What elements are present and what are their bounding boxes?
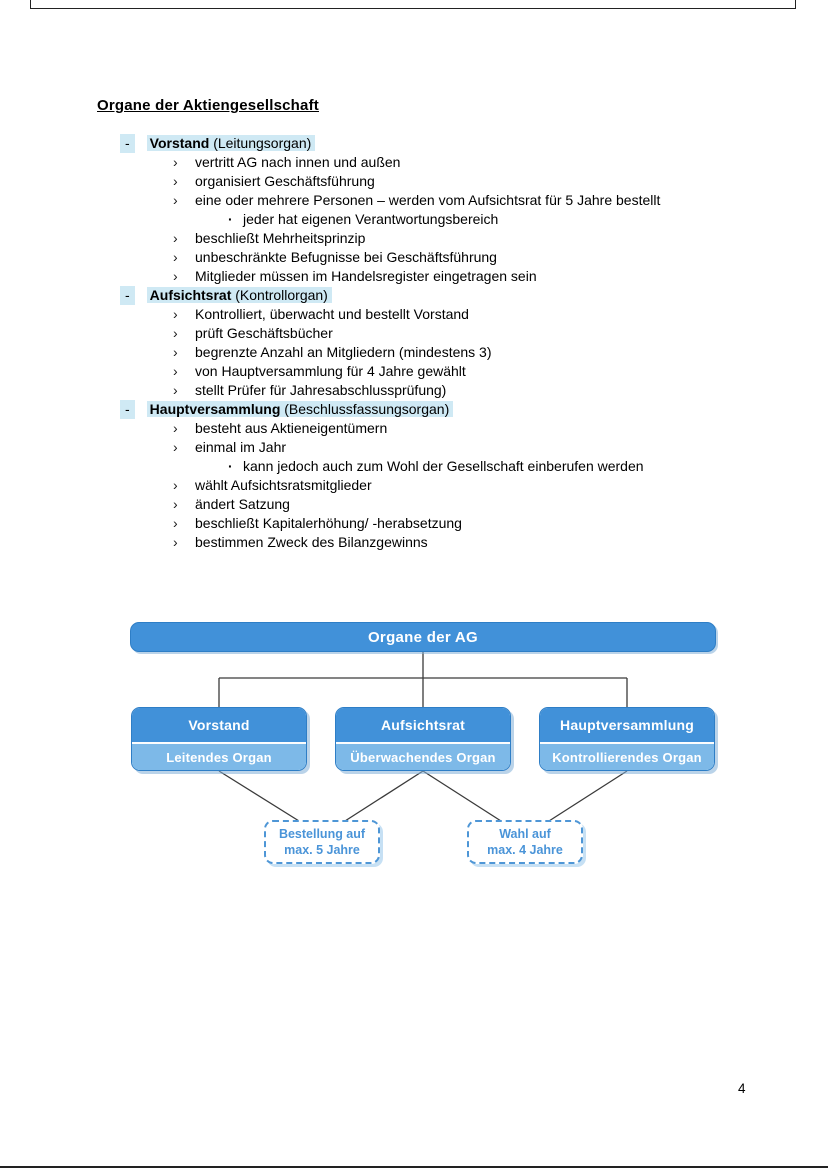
diagram-box-vorstand [131,707,307,771]
diagram-box-subtitle: Überwachendes Organ [336,744,510,770]
list-subitem [97,210,777,229]
chevron-bullet: › [173,420,178,436]
list-item [97,514,777,533]
chevron-bullet: › [173,439,178,455]
list-item [97,172,777,191]
list-item [97,419,777,438]
list-item-text: einmal im Jahr [195,439,287,455]
list-item-text: beschließt Kapitalerhöhung/ -herabsetzung [195,515,462,531]
chevron-bullet: › [173,249,178,265]
dash-bullet: - [120,400,135,419]
dash-bullet: - [120,134,135,153]
list-item-text: Mitglieder müssen im Handelsregister eingetragen sein [195,268,537,284]
chevron-bullet: › [173,515,178,531]
list-item-text: stellt Prüfer für Jahresabschlussprüfung) [195,382,447,398]
notes-block [97,97,777,552]
diagram-box-subtitle: Leitendes Organ [132,744,306,770]
callout-line1: Bestellung auf [278,827,366,841]
chevron-bullet: › [173,496,178,512]
section-term: Aufsichtsrat [149,287,232,303]
diagram-box-title: Vorstand [132,708,306,744]
list-item-text: wählt Aufsichtsratsmitglieder [195,477,372,493]
list-item [97,381,777,400]
section-heading-aufsichtsrat [97,286,777,305]
chevron-bullet: › [173,344,178,360]
list-item-text: vertritt AG nach innen und außen [195,154,401,170]
chevron-bullet: › [173,477,178,493]
dot-bullet: · [228,211,233,227]
section-heading-text [147,287,332,303]
diagram-box-title: Aufsichtsrat [336,708,510,744]
chevron-bullet: › [173,325,178,341]
list-item-text: eine oder mehrere Personen – werden vom Aufsichtsrat für 5 Jahre bestellt [195,192,661,208]
diagram-box-hauptversammlung [539,707,715,771]
list-item-text: jeder hat eigenen Verantwortungsbereich [243,211,499,227]
section-heading-vorstand [97,134,777,153]
dot-bullet: · [228,458,233,474]
diagram-box-aufsichtsrat [335,707,511,771]
chevron-bullet: › [173,192,178,208]
list-item [97,495,777,514]
chevron-bullet: › [173,382,178,398]
callout-line2: max. 4 Jahre [487,843,563,857]
section-qualifier: (Leitungsorgan) [209,135,312,151]
section-term: Vorstand [149,135,210,151]
list-item-text: prüft Geschäftsbücher [195,325,333,341]
chevron-bullet: › [173,306,178,322]
diagram-box-title: Hauptversammlung [540,708,714,744]
section-heading-text [147,401,454,417]
list-item [97,324,777,343]
list-item [97,191,777,210]
list-item-text: besteht aus Aktieneigentümern [195,420,388,436]
chevron-bullet: › [173,173,178,189]
chevron-bullet: › [173,154,178,170]
section-term: Hauptversammlung [149,401,281,417]
list-item [97,343,777,362]
list-item-text: beschließt Mehrheitsprinzip [195,230,366,246]
list-item-text: Kontrolliert, überwacht und bestellt Vorstand [195,306,469,322]
section-heading-text [147,135,316,151]
list-item [97,267,777,286]
callout-bestellung [264,820,380,864]
list-item-text: kann jedoch auch zum Wohl der Gesellschaft einberufen werden [243,458,644,474]
list-item [97,362,777,381]
section-qualifier: (Beschlussfassungsorgan) [280,401,450,417]
list-item-text: begrenzte Anzahl an Mitgliedern (mindestens 3) [195,344,492,360]
list-item [97,533,777,552]
list-item-text: ändert Satzung [195,496,290,512]
page-title: Organe der Aktiengesellschaft [97,97,319,114]
callout-line1: Wahl auf [499,827,551,841]
callout-wahl [467,820,583,864]
list-item [97,248,777,267]
list-item [97,229,777,248]
callout-line2: max. 5 Jahre [284,843,360,857]
list-item [97,305,777,324]
list-item [97,438,777,457]
section-heading-hauptversammlung [97,400,777,419]
list-item-text: bestimmen Zweck des Bilanzgewinns [195,534,428,550]
page-edge-tick-left [30,0,31,9]
list-item-text: unbeschränkte Befugnisse bei Geschäftsführung [195,249,497,265]
chevron-bullet: › [173,363,178,379]
list-item-text: organisiert Geschäftsführung [195,173,375,189]
diagram-box-subtitle: Kontrollierendes Organ [540,744,714,770]
list-subitem [97,457,777,476]
diagram-root-box: Organe der AG [130,622,716,652]
chevron-bullet: › [173,268,178,284]
dash-bullet: - [120,286,135,305]
list-item [97,153,777,172]
chevron-bullet: › [173,534,178,550]
page-edge-line-bottom [0,1166,828,1168]
list-item [97,476,777,495]
page-edge-tick-right [795,0,796,9]
page-edge-line-top [30,8,796,9]
page-number: 4 [738,1081,746,1096]
section-qualifier: (Kontrollorgan) [231,287,328,303]
list-item-text: von Hauptversammlung für 4 Jahre gewählt [195,363,466,379]
chevron-bullet: › [173,230,178,246]
